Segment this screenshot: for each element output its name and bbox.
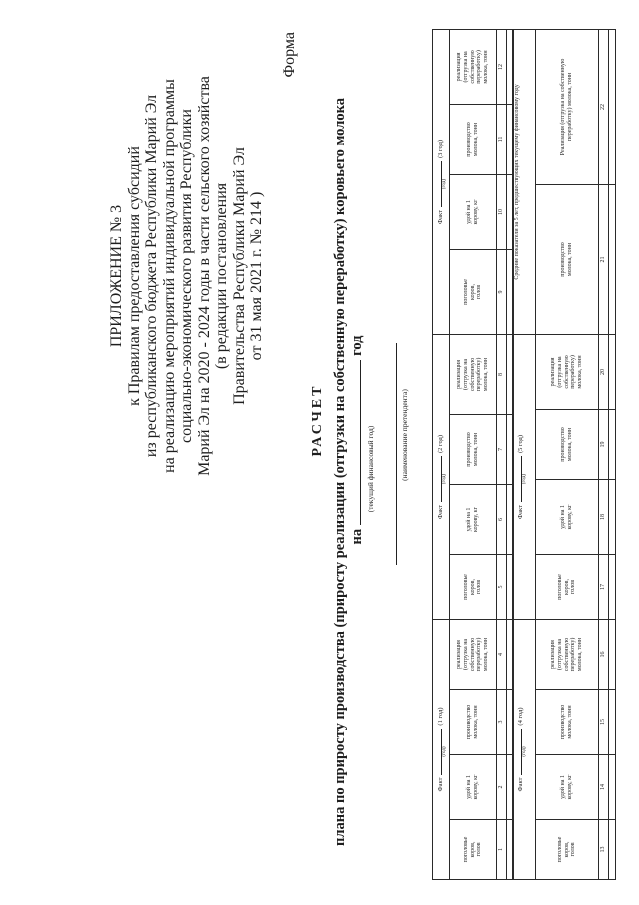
group-header-row xyxy=(513,29,536,879)
column-header-text: поголовье коров, голов xyxy=(462,836,483,863)
column-number-7: 7 xyxy=(497,414,507,484)
appendix-line-3: из республиканского бюджета Республики Марий Эл xyxy=(143,94,160,458)
column-header-production-year-1 xyxy=(450,690,497,755)
column-header-production-year-5 xyxy=(536,409,599,479)
data-row xyxy=(609,29,616,879)
year-line-prefix: на xyxy=(349,528,365,545)
appendix-block xyxy=(108,31,266,521)
period-label: (5 год) xyxy=(517,434,524,454)
period-label: (1 год) xyxy=(437,707,444,726)
column-number-12: 12 xyxy=(497,29,507,104)
column-number-1: 1 xyxy=(497,820,507,880)
column-number-8: 8 xyxy=(497,334,507,414)
column-header-text: поголовье коров, голов xyxy=(556,574,577,600)
period-label: (3 год) xyxy=(437,139,444,159)
year-line-suffix: год xyxy=(349,335,365,356)
column-header-production-year-4 xyxy=(536,690,599,755)
column-header-text: производство молока, тонн xyxy=(466,432,479,467)
column-header-text: производство молока, тонн xyxy=(466,122,479,157)
column-header-row xyxy=(450,29,497,879)
year-blank xyxy=(349,360,361,525)
column-header-cow-count-year-1 xyxy=(450,820,497,880)
column-header-production-year-3 xyxy=(450,104,497,174)
column-number-3: 3 xyxy=(497,690,507,755)
column-header-yield-year-2 xyxy=(450,484,497,554)
data-cell xyxy=(609,820,616,880)
fact-label: Факт xyxy=(517,505,524,519)
appendix-line-5: социально-экономического развития Республики xyxy=(178,109,195,443)
group-header-five-year-average xyxy=(513,29,536,334)
document-title: РАСЧЕТ xyxy=(310,383,325,457)
column-header-cow-count-year-3 xyxy=(450,249,497,334)
year-hint: (год) xyxy=(442,473,447,485)
applicant-caption: (наименование претендента) xyxy=(400,389,409,481)
column-header-cow-count-year-2 xyxy=(450,554,497,619)
average-group-label: Средние показатели за 5 лет, предшествующих текущему финансовому году xyxy=(514,84,520,280)
data-cell xyxy=(609,755,616,820)
data-cell xyxy=(609,184,616,334)
group-header-year-2 xyxy=(433,334,450,619)
group-header-year-3 xyxy=(433,29,450,334)
year-hint: (год) xyxy=(522,473,527,485)
appendix-line-1: ПРИЛОЖЕНИЕ № 3 xyxy=(108,204,125,348)
appendix-line-4: на реализацию мероприятий индивидуальной программы xyxy=(160,79,178,473)
column-header-text: реализация (отгрузка на собственную переработку) молока, тонн xyxy=(550,637,584,672)
group-header-year-1 xyxy=(433,619,450,879)
column-header-sales-year-4 xyxy=(536,619,599,689)
fact-label: Факт xyxy=(437,210,444,224)
year-blank xyxy=(435,456,447,502)
appendix-line-2: к Правилам предоставления субсидий xyxy=(125,146,143,406)
year-blank xyxy=(435,161,447,207)
column-header-text: удой на 1 корову, кг xyxy=(466,199,479,225)
column-number-22: 22 xyxy=(599,29,609,184)
column-number-15: 15 xyxy=(599,690,609,755)
data-cell xyxy=(609,409,616,479)
year-hint: (год) xyxy=(442,178,447,190)
applicant-name-line xyxy=(396,343,397,565)
year-blank xyxy=(515,456,527,502)
column-number-row xyxy=(599,29,609,879)
column-header-text: производство молока, тонн xyxy=(560,427,573,462)
column-number-4: 4 xyxy=(497,619,507,689)
year-hint: (год) xyxy=(442,746,447,757)
column-number-6: 6 xyxy=(497,484,507,554)
column-header-yield-year-1 xyxy=(450,755,497,820)
column-header-cow-count-year-5 xyxy=(536,554,599,619)
column-number-16: 16 xyxy=(599,619,609,689)
group-header-row xyxy=(433,29,450,879)
fact-label: Факт xyxy=(437,777,444,792)
column-header-average-sales xyxy=(536,29,599,184)
column-number-19: 19 xyxy=(599,409,609,479)
appendix-line-8: Правительства Республики Марий Эл xyxy=(230,147,248,405)
column-header-text: реализация (отгрузка на собственную переработку) молока, тонн xyxy=(550,355,584,389)
appendix-line-6: Марий Эл на 2020 - 2024 годы в части сельского хозяйства xyxy=(195,76,213,476)
appendix-line-9: от 31 мая 2021 г. № 214 ) xyxy=(248,191,265,361)
column-number-5: 5 xyxy=(497,554,507,619)
fact-label: Факт xyxy=(517,777,524,792)
appendix-line-7: (в редакции постановления xyxy=(213,182,230,370)
column-header-text: производство молока, тонн xyxy=(466,704,479,740)
period-label: (4 год) xyxy=(517,707,524,726)
column-header-text: производство молока, тонн xyxy=(560,704,573,740)
column-number-11: 11 xyxy=(497,104,507,174)
year-caption: (текущий финансовый год) xyxy=(366,425,375,513)
document-subtitle: плана по приросту производства (приросту реализации (отгрузки на собственную переработку) коровьего молока xyxy=(332,98,348,846)
column-header-sales-year-5 xyxy=(536,334,599,409)
column-header-sales-year-3 xyxy=(450,29,497,104)
fact-label: Факт xyxy=(437,505,444,519)
calculation-table-years-4-5 xyxy=(512,29,616,880)
year-blank xyxy=(435,729,447,775)
column-number-9: 9 xyxy=(497,249,507,334)
column-header-text: производство молока, тонн xyxy=(560,242,573,277)
column-header-yield-year-5 xyxy=(536,479,599,554)
column-header-text: удой на 1 корову, кг xyxy=(560,774,573,800)
column-number-20: 20 xyxy=(599,334,609,409)
column-number-13: 13 xyxy=(599,820,609,880)
form-label: Форма xyxy=(281,32,298,78)
column-number-14: 14 xyxy=(599,755,609,820)
column-number-21: 21 xyxy=(599,184,609,334)
year-blank xyxy=(515,729,527,775)
column-header-yield-year-4 xyxy=(536,755,599,820)
column-header-text: удой на 1 корову, кг xyxy=(466,774,479,800)
period-label: (2 год) xyxy=(437,434,444,454)
column-header-yield-year-3 xyxy=(450,174,497,249)
column-header-production-year-2 xyxy=(450,414,497,484)
year-line xyxy=(349,290,365,590)
column-header-text: поголовье коров, голов xyxy=(462,279,483,305)
column-header-text: удой на 1 корову, кг xyxy=(560,504,573,530)
data-cell xyxy=(609,479,616,554)
column-header-text: Реализация (отгрузка на собственную переработку) молока, тонн xyxy=(560,58,573,156)
group-header-year-4 xyxy=(513,619,536,879)
data-cell xyxy=(609,619,616,689)
column-header-text: поголовье коров, голов xyxy=(462,574,483,600)
year-hint: (год) xyxy=(522,746,527,757)
column-number-18: 18 xyxy=(599,479,609,554)
data-cell xyxy=(609,334,616,409)
column-header-text: реализация (отгрузка на собственную переработку) молока, тонн xyxy=(456,637,490,672)
group-header-year-5 xyxy=(513,334,536,619)
column-number-2: 2 xyxy=(497,755,507,820)
column-header-row xyxy=(536,29,599,879)
column-header-cow-count-year-4 xyxy=(536,820,599,880)
column-number-row xyxy=(497,29,507,879)
calculation-table-years-1-3 xyxy=(432,29,514,880)
data-cell xyxy=(609,554,616,619)
column-header-sales-year-2 xyxy=(450,334,497,414)
data-cell xyxy=(609,690,616,755)
column-header-text: поголовье коров, голов xyxy=(556,836,577,863)
column-header-text: реализация (отгрузка на собственную переработку) молока, тонн xyxy=(456,357,490,392)
column-number-17: 17 xyxy=(599,554,609,619)
column-header-sales-year-1 xyxy=(450,619,497,689)
column-header-average-production xyxy=(536,184,599,334)
column-header-text: реализация (отгрузка на собственную переработку) молока, тонн xyxy=(456,50,490,84)
column-number-10: 10 xyxy=(497,174,507,249)
data-cell xyxy=(609,29,616,184)
column-header-text: удой на 1 корову, кг xyxy=(466,506,479,532)
